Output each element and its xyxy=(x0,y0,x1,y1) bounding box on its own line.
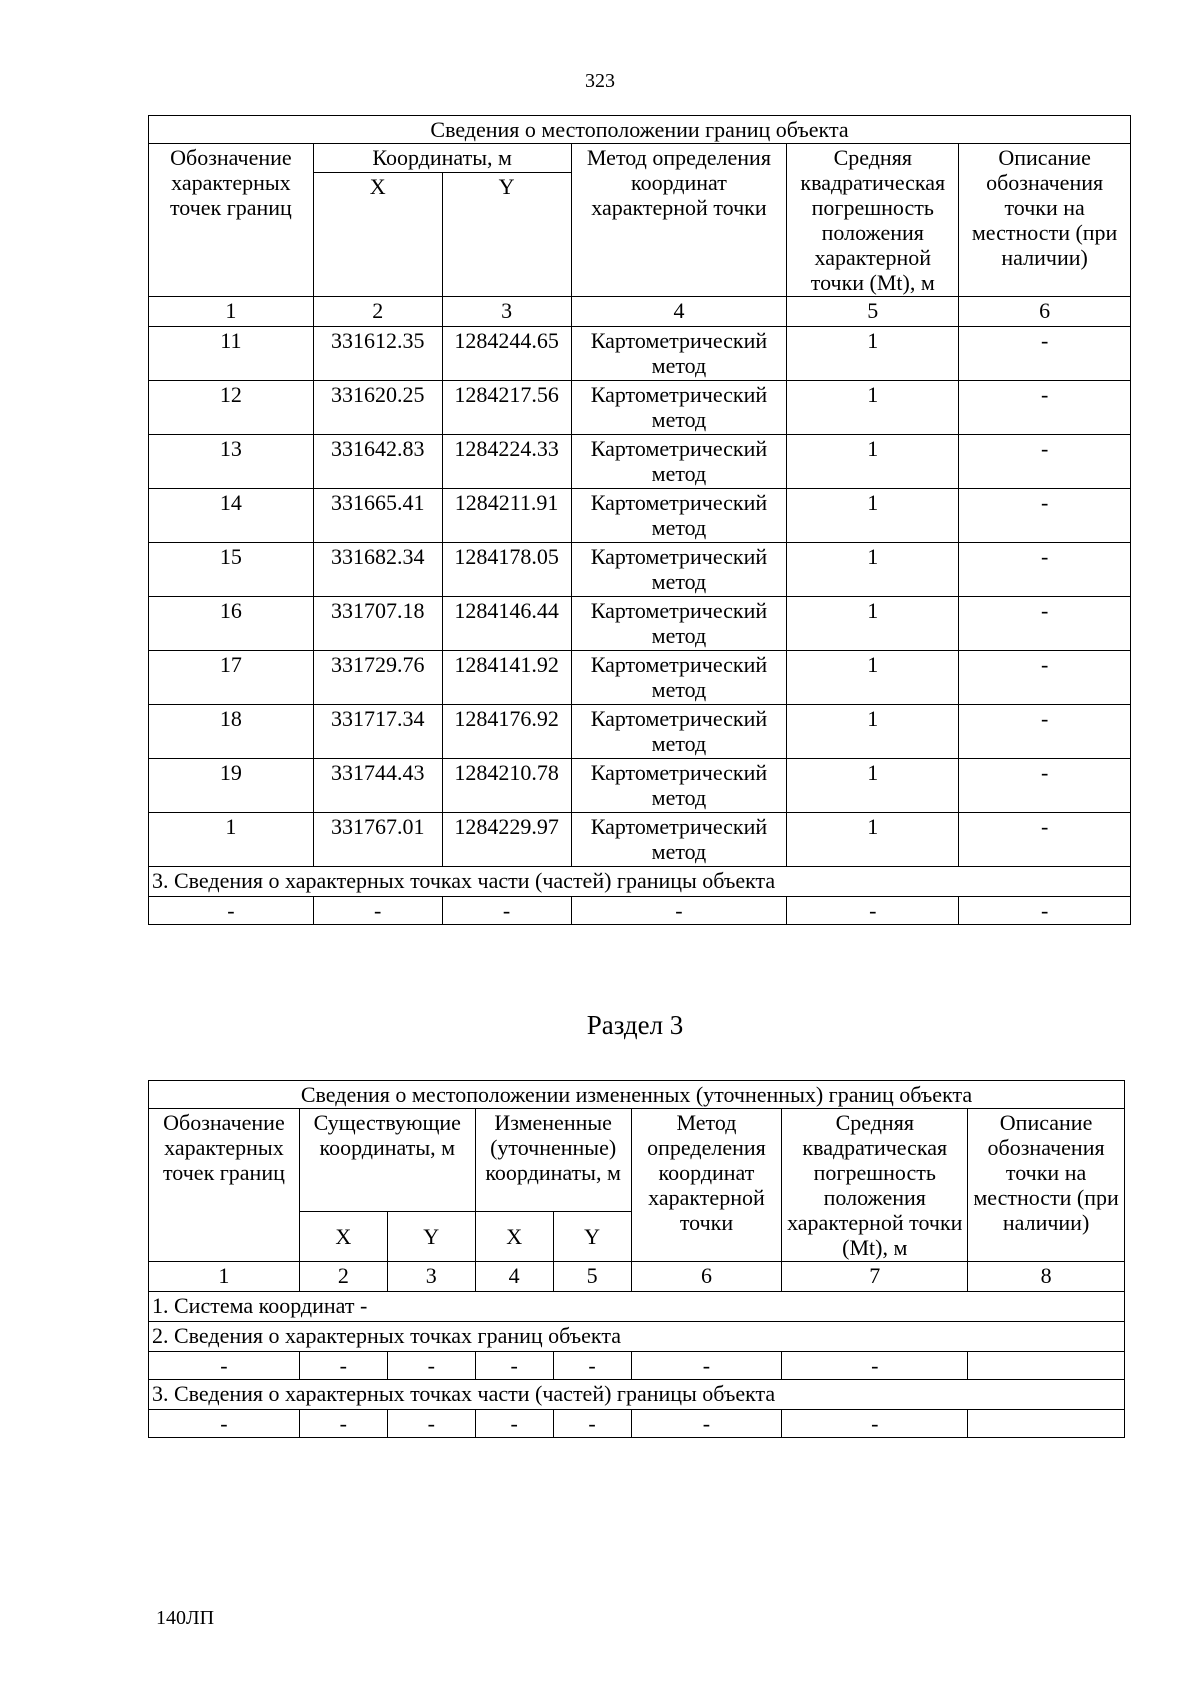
cell-method: Картометрический метод xyxy=(571,597,787,651)
cell-point: 1 xyxy=(149,813,314,867)
cell-error: 1 xyxy=(787,813,959,867)
system-row: 1. Система координат - xyxy=(149,1292,1125,1322)
header-x: X xyxy=(475,1212,553,1262)
header-existing: Существующие координаты, м xyxy=(299,1109,475,1212)
table-cell: - xyxy=(313,897,442,925)
table-row xyxy=(149,327,1131,381)
cell-y: 1284176.92 xyxy=(442,705,571,759)
cell-x: 331612.35 xyxy=(313,327,442,381)
cell-y: 1284217.56 xyxy=(442,381,571,435)
table-cell: - xyxy=(787,897,959,925)
table-cell: - xyxy=(553,1352,631,1380)
header-x: X xyxy=(313,172,442,296)
col-number: 6 xyxy=(631,1262,782,1292)
cell-point: 17 xyxy=(149,651,314,705)
cell-error: 1 xyxy=(787,759,959,813)
column-numbers-row xyxy=(149,297,1131,327)
header-x: X xyxy=(299,1212,387,1262)
cell-point: 16 xyxy=(149,597,314,651)
cell-desc: - xyxy=(959,489,1131,543)
cell-method: Картометрический метод xyxy=(571,651,787,705)
cell-desc: - xyxy=(959,705,1131,759)
cell-x: 331682.34 xyxy=(313,543,442,597)
cell-y: 1284141.92 xyxy=(442,651,571,705)
section3-title: 3. Сведения о характерных точках части (частей) границы объекта xyxy=(149,1380,1125,1410)
cell-x: 331729.76 xyxy=(313,651,442,705)
column-numbers-row xyxy=(149,1262,1125,1292)
cell-error: 1 xyxy=(787,597,959,651)
cell-y: 1284244.65 xyxy=(442,327,571,381)
cell-x: 331620.25 xyxy=(313,381,442,435)
cell-point: 15 xyxy=(149,543,314,597)
cell-x: 331707.18 xyxy=(313,597,442,651)
cell-x: 331717.34 xyxy=(313,705,442,759)
cell-error: 1 xyxy=(787,651,959,705)
table-row xyxy=(149,813,1131,867)
table-caption: Сведения о местоположении измененных (уточненных) границ объекта xyxy=(149,1081,1125,1109)
cell-desc: - xyxy=(959,813,1131,867)
cell-y: 1284146.44 xyxy=(442,597,571,651)
col-number: 1 xyxy=(149,297,314,327)
table-row xyxy=(149,651,1131,705)
cell-method: Картометрический метод xyxy=(571,705,787,759)
table-row xyxy=(149,435,1131,489)
table-cell: - xyxy=(299,1352,387,1380)
table-row xyxy=(149,381,1131,435)
cell-x: 331767.01 xyxy=(313,813,442,867)
table-cell: - xyxy=(442,897,571,925)
section2-row xyxy=(149,1352,1125,1380)
col-number: 3 xyxy=(387,1262,475,1292)
cell-y: 1284210.78 xyxy=(442,759,571,813)
section3-row xyxy=(149,1410,1125,1438)
header-error: Средняя квадратическая погрешность положения характерной точки (Mt), м xyxy=(787,144,959,297)
table-row xyxy=(149,705,1131,759)
table-cell: - xyxy=(387,1352,475,1380)
table-cell: - xyxy=(475,1410,553,1438)
table-row xyxy=(149,759,1131,813)
cell-error: 1 xyxy=(787,435,959,489)
table-row xyxy=(149,543,1131,597)
cell-point: 18 xyxy=(149,705,314,759)
table-cell: - xyxy=(571,897,787,925)
header-point: Обозначение характерных точек границ xyxy=(149,1109,300,1262)
col-number: 7 xyxy=(782,1262,968,1292)
boundary-locations-table xyxy=(148,115,1131,925)
header-method: Метод определения координат характерной точки xyxy=(571,144,787,297)
cell-y: 1284224.33 xyxy=(442,435,571,489)
col-number: 4 xyxy=(571,297,787,327)
cell-point: 11 xyxy=(149,327,314,381)
cell-desc: - xyxy=(959,327,1131,381)
header-error: Средняя квадратическая погрешность положения характерной точки (Mt), м xyxy=(782,1109,968,1262)
table-cell: - xyxy=(475,1352,553,1380)
header-y: Y xyxy=(553,1212,631,1262)
cell-y: 1284211.91 xyxy=(442,489,571,543)
cell-point: 13 xyxy=(149,435,314,489)
table-row xyxy=(149,597,1131,651)
table-cell xyxy=(968,1410,1125,1438)
table-row xyxy=(149,489,1131,543)
cell-desc: - xyxy=(959,597,1131,651)
header-y: Y xyxy=(387,1212,475,1262)
header-description: Описание обозначения точки на местности (при наличии) xyxy=(959,144,1131,297)
cell-method: Картометрический метод xyxy=(571,759,787,813)
cell-error: 1 xyxy=(787,543,959,597)
header-method: Метод определения координат характерной точки xyxy=(631,1109,782,1262)
cell-desc: - xyxy=(959,651,1131,705)
table-caption: Сведения о местоположении границ объекта xyxy=(149,116,1131,144)
table-cell: - xyxy=(553,1410,631,1438)
cell-y: 1284229.97 xyxy=(442,813,571,867)
header-description: Описание обозначения точки на местности (при наличии) xyxy=(968,1109,1125,1262)
cell-error: 1 xyxy=(787,327,959,381)
table-cell: - xyxy=(149,1352,300,1380)
cell-method: Картометрический метод xyxy=(571,813,787,867)
cell-method: Картометрический метод xyxy=(571,435,787,489)
cell-error: 1 xyxy=(787,381,959,435)
col-number: 8 xyxy=(968,1262,1125,1292)
cell-desc: - xyxy=(959,759,1131,813)
col-number: 3 xyxy=(442,297,571,327)
cell-point: 12 xyxy=(149,381,314,435)
cell-x: 331744.43 xyxy=(313,759,442,813)
table-cell: - xyxy=(149,897,314,925)
table-cell xyxy=(968,1352,1125,1380)
header-y: Y xyxy=(442,172,571,296)
cell-desc: - xyxy=(959,435,1131,489)
cell-y: 1284178.05 xyxy=(442,543,571,597)
table-cell: - xyxy=(387,1410,475,1438)
changed-boundary-locations-table xyxy=(148,1080,1125,1438)
cell-method: Картометрический метод xyxy=(571,381,787,435)
section3-row xyxy=(149,897,1131,925)
col-number: 4 xyxy=(475,1262,553,1292)
footer-code: 140ЛП xyxy=(156,1607,215,1629)
table-cell: - xyxy=(631,1410,782,1438)
cell-desc: - xyxy=(959,381,1131,435)
page-number: 323 xyxy=(585,70,615,92)
table-cell: - xyxy=(299,1410,387,1438)
cell-error: 1 xyxy=(787,705,959,759)
cell-x: 331642.83 xyxy=(313,435,442,489)
table-cell: - xyxy=(631,1352,782,1380)
col-number: 2 xyxy=(299,1262,387,1292)
table-cell: - xyxy=(959,897,1131,925)
table-cell: - xyxy=(149,1410,300,1438)
cell-x: 331665.41 xyxy=(313,489,442,543)
section2-title: 2. Сведения о характерных точках границ объекта xyxy=(149,1322,1125,1352)
cell-error: 1 xyxy=(787,489,959,543)
table-cell: - xyxy=(782,1352,968,1380)
header-changed: Измененные (уточненные) координаты, м xyxy=(475,1109,631,1212)
section-heading: Раздел 3 xyxy=(586,1010,684,1040)
cell-point: 19 xyxy=(149,759,314,813)
col-number: 5 xyxy=(553,1262,631,1292)
table-cell: - xyxy=(782,1410,968,1438)
cell-method: Картометрический метод xyxy=(571,489,787,543)
col-number: 2 xyxy=(313,297,442,327)
header-point: Обозначение характерных точек границ xyxy=(149,144,314,297)
cell-desc: - xyxy=(959,543,1131,597)
cell-point: 14 xyxy=(149,489,314,543)
cell-method: Картометрический метод xyxy=(571,543,787,597)
col-number: 6 xyxy=(959,297,1131,327)
col-number: 5 xyxy=(787,297,959,327)
header-coords: Координаты, м xyxy=(313,144,571,173)
col-number: 1 xyxy=(149,1262,300,1292)
cell-method: Картометрический метод xyxy=(571,327,787,381)
section3-title: 3. Сведения о характерных точках части (частей) границы объекта xyxy=(149,867,1131,897)
